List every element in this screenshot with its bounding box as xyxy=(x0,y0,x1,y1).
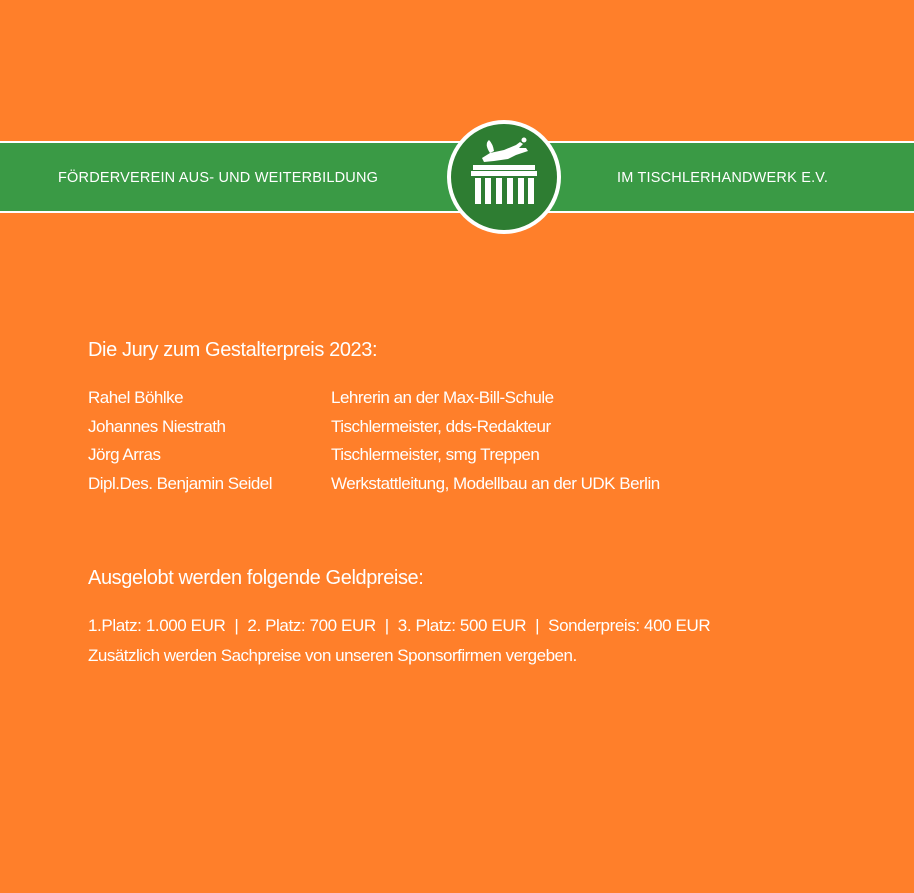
jury-row xyxy=(88,388,888,417)
jury-row xyxy=(88,445,888,474)
jury-role: Tischlermeister, dds-Redakteur xyxy=(331,416,551,436)
brandenburg-gate-with-plane-icon xyxy=(446,115,562,237)
prize-first: 1.Platz: 1.000 EUR xyxy=(88,616,226,635)
prize-separator: | xyxy=(535,616,540,635)
jury-role: Tischlermeister, smg Treppen xyxy=(331,445,540,464)
prize-separator: | xyxy=(384,616,389,635)
jury-role: Lehrerin an der Max-Bill-Schule xyxy=(331,388,554,407)
prize-separator: | xyxy=(234,616,239,635)
jury-name: Johannes Niestrath xyxy=(88,416,226,436)
band-right-text: IM TISCHLERHANDWERK E.V. xyxy=(617,170,829,186)
jury-list xyxy=(88,388,888,502)
jury-name: Dipl.Des. Benjamin Seidel xyxy=(88,473,273,493)
band-left-text: FÖRDERVEREIN AUS- UND WEITERBILDUNG xyxy=(58,170,379,186)
jury-name: Rahel Böhlke xyxy=(88,388,184,407)
prize-special: Sonderpreis: 400 EUR xyxy=(548,616,711,635)
prize-third: 3. Platz: 500 EUR xyxy=(397,616,527,635)
jury-role: Werkstattleitung, Modellbau an der UDK Berlin xyxy=(331,473,660,493)
jury-name: Jörg Arras xyxy=(88,445,161,464)
prize-list xyxy=(88,616,710,636)
jury-heading: Die Jury zum Gestalterpreis 2023: xyxy=(88,339,378,361)
prizes-note: Zusätzlich werden Sachpreise von unseren Sponsorfirmen vergeben. xyxy=(88,646,577,665)
jury-row xyxy=(88,474,888,503)
jury-row xyxy=(88,417,888,446)
prizes-heading: Ausgelobt werden folgende Geldpreise: xyxy=(88,567,424,589)
prize-second: 2. Platz: 700 EUR xyxy=(247,616,376,635)
